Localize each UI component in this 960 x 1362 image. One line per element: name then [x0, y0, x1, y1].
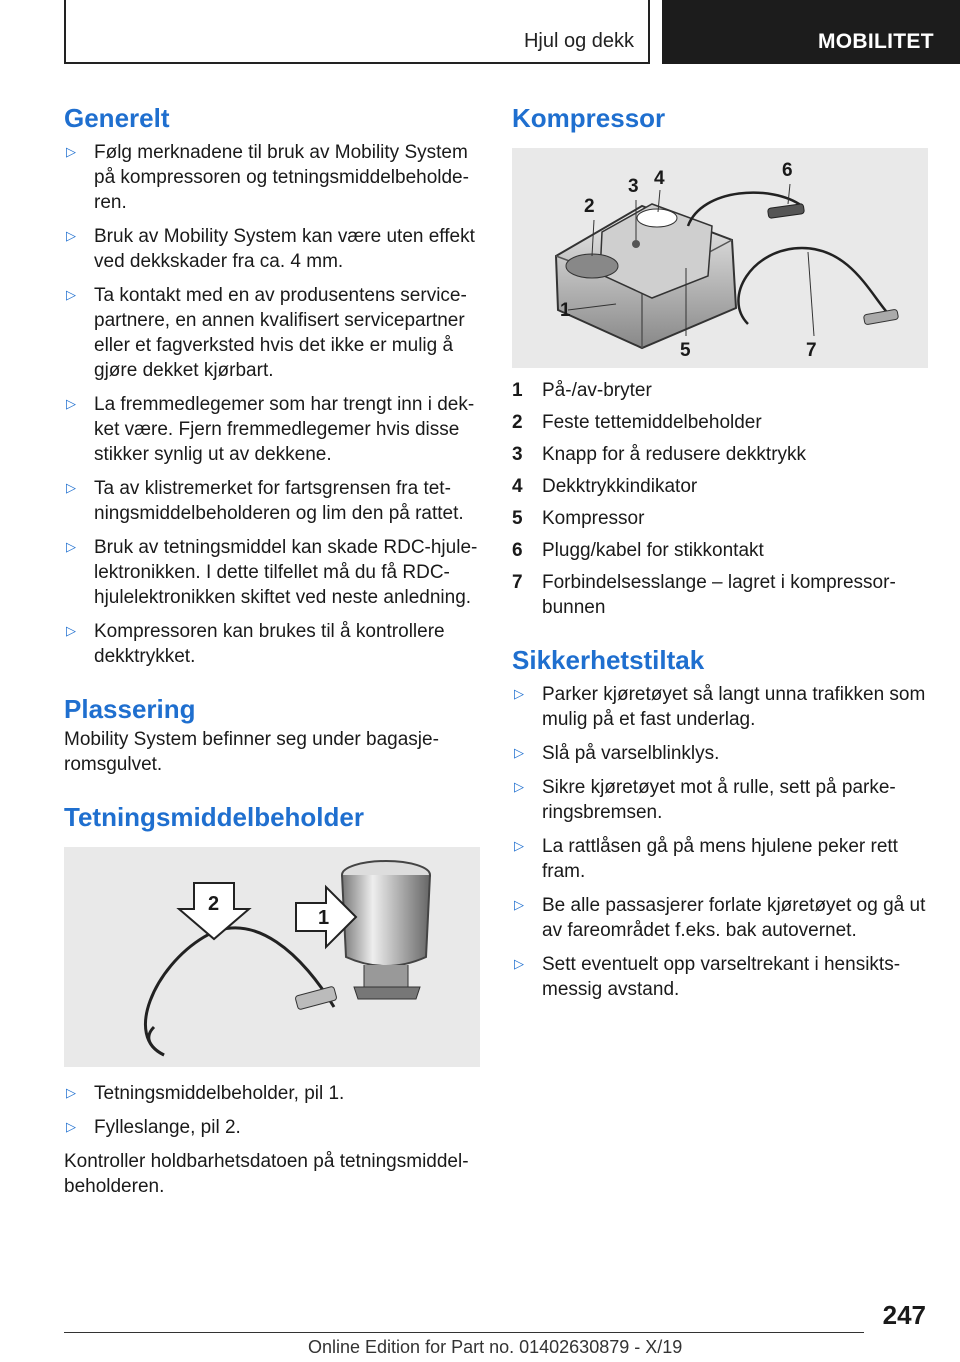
list-item-text: Fylleslange, pil 2. — [94, 1117, 241, 1138]
list-item — [512, 474, 928, 499]
figure-label-5: 5 — [680, 340, 691, 361]
compressor-figure — [512, 148, 928, 368]
triangle-right-icon: ▷ — [66, 287, 76, 302]
triangle-right-icon: ▷ — [514, 686, 524, 701]
list-item — [512, 570, 928, 620]
figure-label-3: 3 — [628, 176, 639, 197]
triangle-right-icon: ▷ — [66, 228, 76, 243]
tetning-text: Kontroller holdbarhetsdatoen på tetningsmiddelbeholderen. — [64, 1151, 469, 1197]
heading-kompressor: Kompressor — [512, 103, 666, 133]
triangle-right-icon: ▷ — [514, 745, 524, 760]
heading-tetningsmiddelbeholder: Tetningsmiddelbeholder — [64, 802, 364, 832]
triangle-right-icon: ▷ — [66, 1119, 76, 1134]
list-item — [512, 952, 928, 1002]
item-number: 4 — [512, 476, 523, 497]
item-number: 3 — [512, 444, 523, 465]
list-item-text: Slå på varselblinklys. — [542, 743, 720, 764]
chapter-tab — [662, 0, 960, 64]
left-column — [64, 100, 480, 1199]
list-item-text: La fremmedlegemer som har trengt inn i dekket være. Fjern fremmedlegemer hvis disse stikker synlig ut av dekkene. — [94, 394, 475, 465]
tetning-list — [64, 1081, 480, 1140]
item-label: Kompressor — [542, 508, 645, 529]
item-number: 5 — [512, 508, 523, 529]
list-item-text: Følg merknadene til bruk av Mobility System på kompressoren og tetningsmiddelbeholderen. — [94, 142, 469, 213]
list-item — [512, 506, 928, 531]
generelt-list — [64, 140, 480, 669]
list-item-text: Bruk av Mobility System kan være uten effekt ved dekkskader fra ca. 4 mm. — [94, 226, 475, 272]
item-label: Forbindelsesslange – lagret i kompressorbunnen — [542, 572, 896, 618]
item-label: På-/av-bryter — [542, 380, 652, 401]
figure-label-2: 2 — [208, 893, 220, 915]
list-item-text: Sett eventuelt opp varseltrekant i hensiktsmessig avstand. — [542, 954, 901, 1000]
list-item — [64, 535, 480, 610]
heading-plassering: Plassering — [64, 694, 196, 724]
list-item — [64, 140, 480, 215]
item-number: 6 — [512, 540, 523, 561]
list-item-text: Bruk av tetningsmiddel kan skade RDC-hjulelektronikken. I dette tilfellet må du få RDC-hjulelektronikken skiftet ved neste anledning. — [94, 537, 478, 608]
figure-label-4: 4 — [654, 168, 665, 189]
list-item — [64, 1115, 480, 1140]
list-item — [64, 224, 480, 274]
list-item — [64, 619, 480, 669]
compressor-illustration — [512, 148, 928, 368]
list-item — [512, 410, 928, 435]
list-item-text: Be alle passasjerer forlate kjøretøyet og gå ut av fareområdet f.eks. bak autovernet. — [542, 895, 926, 941]
list-item-text: La rattlåsen gå på mens hjulene peker rett fram. — [542, 836, 898, 882]
list-item — [512, 538, 928, 563]
edition-note: Online Edition for Part no. 01402630879 - X/19 — [308, 1337, 683, 1357]
header-frame — [64, 0, 650, 64]
footer-divider — [64, 1332, 864, 1333]
figure-label-6: 6 — [782, 160, 793, 181]
compressor-parts-list — [512, 378, 928, 620]
sealant-container-figure — [64, 847, 480, 1067]
item-number: 7 — [512, 572, 523, 593]
list-item-text: Parker kjøretøyet så langt unna trafikken som mulig på et fast underlag. — [542, 684, 926, 730]
list-item — [512, 442, 928, 467]
heading-sikkerhetstiltak: Sikkerhetstiltak — [512, 645, 705, 675]
list-item — [64, 283, 480, 383]
figure-label-7: 7 — [806, 340, 817, 361]
list-item — [512, 834, 928, 884]
list-item — [512, 682, 928, 732]
list-item — [512, 378, 928, 403]
list-item — [64, 1081, 480, 1106]
figure-label-1: 1 — [560, 300, 571, 321]
list-item — [64, 476, 480, 526]
section-title: Hjul og dekk — [523, 30, 634, 52]
chapter-title: MOBILITET — [818, 30, 934, 53]
triangle-right-icon: ▷ — [66, 396, 76, 411]
triangle-right-icon: ▷ — [514, 838, 524, 853]
list-item-text: Kompressoren kan brukes til å kontrollere dekktrykket. — [94, 621, 445, 667]
sealant-container-illustration — [64, 847, 480, 1067]
list-item-text: Ta av klistremerket for fartsgrensen fra tetningsmiddelbeholderen og lim den på rattet. — [94, 478, 464, 524]
right-column — [512, 100, 928, 1011]
triangle-right-icon: ▷ — [514, 897, 524, 912]
triangle-right-icon: ▷ — [66, 1085, 76, 1100]
triangle-right-icon: ▷ — [66, 623, 76, 638]
figure-label-2: 2 — [584, 196, 595, 217]
triangle-right-icon: ▷ — [514, 956, 524, 971]
figure-label-1: 1 — [318, 907, 330, 929]
list-item — [512, 893, 928, 943]
item-label: Dekktrykkindikator — [542, 476, 698, 497]
triangle-right-icon: ▷ — [66, 539, 76, 554]
triangle-right-icon: ▷ — [514, 779, 524, 794]
triangle-right-icon: ▷ — [66, 480, 76, 495]
item-number: 2 — [512, 412, 523, 433]
heading-generelt: Generelt — [64, 103, 170, 133]
list-item-text: Tetningsmiddelbeholder, pil 1. — [94, 1083, 345, 1104]
list-item — [64, 392, 480, 467]
sikkerhet-list — [512, 682, 928, 1002]
page-number: 247 — [882, 1300, 926, 1330]
item-label: Knapp for å redusere dekktrykk — [542, 444, 807, 465]
item-label: Feste tettemiddelbeholder — [542, 412, 762, 433]
triangle-right-icon: ▷ — [66, 144, 76, 159]
item-label: Plugg/kabel for stikkontakt — [542, 540, 764, 561]
plassering-text: Mobility System befinner seg under bagasjeromsgulvet. — [64, 729, 439, 775]
list-item — [512, 741, 928, 766]
list-item-text: Ta kontakt med en av produsentens servicepartnere, en annen kvalifisert servicepartner eller et fagverksted hvis det ikke er mulig å gjøre dekket kjørbart. — [94, 285, 467, 381]
list-item-text: Sikre kjøretøyet mot å rulle, sett på parkeringsbremsen. — [542, 777, 896, 823]
list-item — [512, 775, 928, 825]
item-number: 1 — [512, 380, 523, 401]
